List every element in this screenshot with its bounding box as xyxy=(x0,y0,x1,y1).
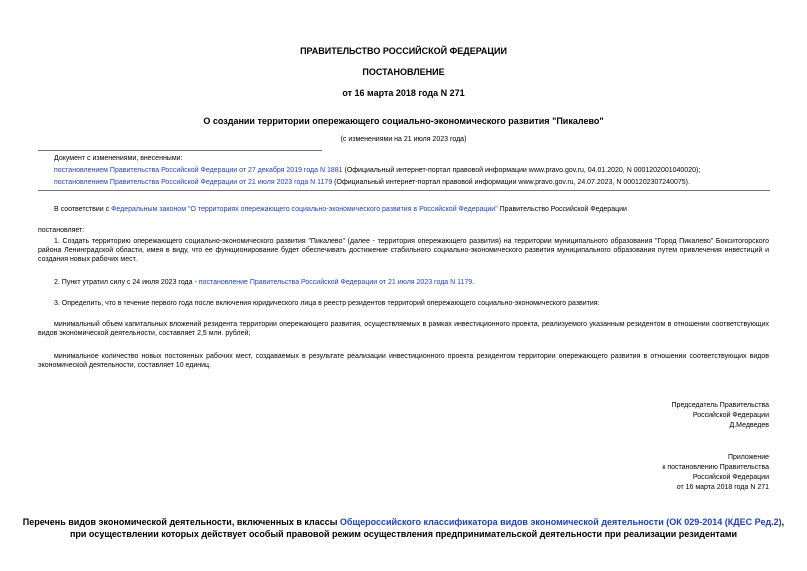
document-type: ПОСТАНОВЛЕНИЕ xyxy=(362,67,445,77)
changes-intro: Документ с изменениями, внесенными: xyxy=(54,155,183,162)
paragraph-2-text: 2. Пункт утратил силу с 24 июля 2023 года - xyxy=(54,279,199,286)
appendix-block xyxy=(662,453,769,493)
classifier-link[interactable]: Общероссийского классификатора видов экономической деятельности (ОК 029-2014 (КДЕС Ред.2) xyxy=(339,517,782,527)
paragraph-3a: минимальный объем капитальных вложений резидента территории опережающего развития, осуществляемых в рамках инвестиционного проекта, реализуемого указанным резидентом в отношении соответствующих видов экономической деятельности, составляет 2,5 млн. рублей; xyxy=(38,321,769,337)
preamble-suffix: Правительство Российской Федерации xyxy=(497,206,627,213)
preamble-prefix: В соответствии с xyxy=(54,206,112,213)
paragraph-2 xyxy=(54,278,774,287)
preamble xyxy=(54,205,774,214)
appendix-line-1: Приложение xyxy=(727,454,769,461)
signature-line-1: Председатель Правительства xyxy=(671,402,769,409)
paragraph-2-link[interactable]: постановление Правительства Российской Федерации от 21 июля 2023 года N 1179 xyxy=(198,279,473,286)
paragraph-1: 1. Создать территорию опережающего социально-экономического развития "Пикалево" (далее - территория опережающего развития) на территории муниципального образования "Город Пикалево" Бокситогорского района Ленинградской области, имея в виду, что ее функционирование будет обеспечивать достижение стабильного социально-экономического развития муниципального образования путем привлечения инвестиций и создания новых рабочих мест. xyxy=(38,238,769,263)
change-rest-2: (Официальный интернет-портал правовой информации www.pravo.gov.ru, 24.07.2023, N 0001202307240075). xyxy=(332,179,690,186)
list-title xyxy=(20,516,787,540)
change-item-1 xyxy=(54,166,774,175)
document-title: О создании территории опережающего социально-экономического развития "Пикалево" xyxy=(203,116,604,126)
change-link-2[interactable]: постановлением Правительства Российской Федерации от 21 июля 2023 года N 1179 xyxy=(54,179,333,186)
appendix-line-3: Российской Федерации xyxy=(692,474,769,481)
change-item-2 xyxy=(54,178,774,187)
document-date-number: от 16 марта 2018 года N 271 xyxy=(342,88,465,98)
signature-line-2: Российской Федерации xyxy=(692,412,769,419)
changes-block xyxy=(54,154,774,187)
change-link-1[interactable]: постановлением Правительства Российской Федерации от 27 декабря 2019 года N 1881 xyxy=(54,167,343,174)
paragraph-2-end: . xyxy=(472,279,475,286)
paragraph-3b: минимальное количество новых постоянных рабочих мест, создаваемых в результате реализации инвестиционного проекта резидентом территории опережающего развития в отношении соответствующих видов экономической деятельности, составляет 10 единиц. xyxy=(38,353,769,369)
signature-line-3: Д.Медведев xyxy=(729,422,769,429)
decides-label: постановляет: xyxy=(38,227,85,234)
divider-bottom xyxy=(38,190,770,191)
divider-top xyxy=(38,150,322,151)
appendix-line-2: к постановлению Правительства xyxy=(662,464,769,471)
revision-note: (с изменениями на 21 июля 2023 года) xyxy=(340,136,467,143)
change-rest-1: (Официальный интернет-портал правовой информации www.pravo.gov.ru, 04.01.2020, N 0001202001040020); xyxy=(342,167,701,174)
federal-law-link[interactable]: Федеральным законом "О территориях опережающего социально-экономического развития в Российской Федерации" xyxy=(111,206,498,213)
appendix-line-4: от 16 марта 2018 года N 271 xyxy=(676,484,769,491)
paragraph-3: 3. Определить, что в течение первого года после включения юридического лица в реестр резидентов территорий опережающего социально-экономического развития: xyxy=(54,300,600,307)
list-title-part-1: Перечень видов экономической деятельности, включенных в классы xyxy=(22,517,340,527)
signature-block xyxy=(672,401,769,431)
government-name: ПРАВИТЕЛЬСТВО РОССИЙСКОЙ ФЕДЕРАЦИИ xyxy=(300,46,507,56)
list-title-part-2: , при осуществлении которых действует особый правовой режим осуществления предпринимательской деятельности при реализации резидентами xyxy=(69,517,785,539)
